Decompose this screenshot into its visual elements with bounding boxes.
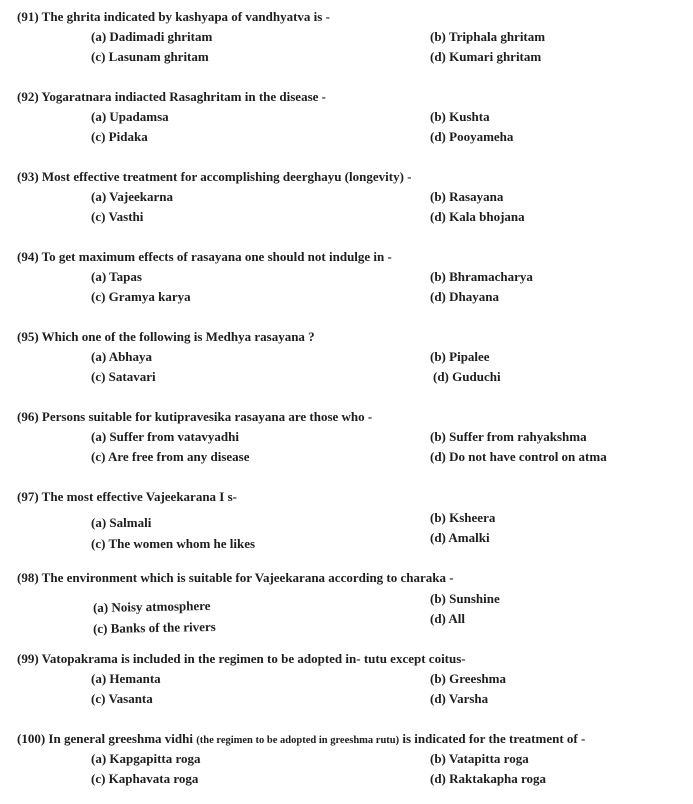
question-99-option-c: (c) Vasanta (91, 691, 153, 706)
question-96-option-d: (d) Do not have control on atma (430, 449, 607, 464)
question-92-option-c: (c) Pidaka (91, 129, 148, 144)
question-95-option-b: (b) Pipalee (430, 349, 490, 364)
question-100-option-a: (a) Kapgapitta roga (91, 751, 201, 766)
question-96-option-a: (a) Suffer from vatavyadhi (91, 429, 239, 444)
question-91-option-a: (a) Dadimadi ghritam (91, 29, 213, 44)
question-94-option-a: (a) Tapas (91, 269, 142, 284)
question-95-option-c: (c) Satavari (91, 369, 156, 384)
question-93-option-b: (b) Rasayana (430, 189, 504, 204)
question-100-option-b: (b) Vatapitta roga (430, 751, 529, 766)
question-100-option-c: (c) Kaphavata roga (91, 771, 199, 786)
question-98-option-c: (c) Banks of the rivers (92, 618, 216, 637)
question-100-text-end: is indicated for the treatment of - (402, 731, 586, 746)
question-100-text-note: (the regimen to be adopted in greeshma rutu) (196, 735, 400, 746)
question-99-option-a: (a) Hemanta (91, 671, 161, 686)
question-93-option-c: (c) Vasthi (91, 209, 144, 224)
question-98-option-a: (a) Noisy atmosphere (92, 597, 211, 616)
question-94-text: (94) To get maximum effects of rasayana one should not indulge in - (17, 249, 392, 264)
question-97-option-c: (c) The women whom he likes (91, 536, 256, 551)
question-100-text (17, 731, 585, 747)
question-96-option-c: (c) Are free from any disease (91, 449, 250, 464)
question-98-option-b: (b) Sunshine (430, 591, 500, 606)
question-92-text: (92) Yogaratnara indiacted Rasaghritam in the disease - (17, 89, 326, 104)
question-95-text: (95) Which one of the following is Medhya rasayana ? (17, 329, 315, 344)
question-97-option-a: (a) Salmali (91, 515, 152, 530)
question-91-option-d: (d) Kumari ghritam (430, 49, 542, 64)
question-94-option-d: (d) Dhayana (430, 289, 499, 304)
question-93-option-a: (a) Vajeekarna (91, 189, 173, 204)
question-97-option-b: (b) Ksheera (430, 510, 496, 525)
question-99-option-b: (b) Greeshma (430, 671, 506, 686)
question-98-option-d: (d) All (430, 611, 466, 626)
question-93-text: (93) Most effective treatment for accomplishing deerghayu (longevity) - (17, 169, 412, 184)
question-92-option-b: (b) Kushta (430, 109, 490, 124)
question-95-option-d: (d) Guduchi (433, 369, 501, 384)
question-99-text: (99) Vatopakrama is included in the regimen to be adopted in- tutu except coitus- (17, 651, 466, 666)
question-97-text: (97) The most effective Vajeekarana I s- (17, 489, 237, 504)
question-91-option-c: (c) Lasunam ghritam (91, 49, 209, 64)
question-92-option-a: (a) Upadamsa (91, 109, 169, 124)
question-95-option-a: (a) Abhaya (91, 349, 153, 364)
question-98-text: (98) The environment which is suitable for Vajeekarana according to charaka - (17, 570, 454, 585)
question-96-option-b: (b) Suffer from rahyakshma (430, 429, 587, 444)
question-93-option-d: (d) Kala bhojana (430, 209, 525, 224)
question-99-option-d: (d) Varsha (430, 691, 489, 706)
question-91-text: (91) The ghrita indicated by kashyapa of vandhyatva is - (17, 9, 330, 24)
question-94-option-c: (c) Gramya karya (91, 289, 191, 304)
question-94-option-b: (b) Bhramacharya (430, 269, 533, 284)
question-96-text: (96) Persons suitable for kutipravesika rasayana are those who - (17, 409, 373, 424)
question-92-option-d: (d) Pooyameha (430, 129, 514, 144)
question-91-option-b: (b) Triphala ghritam (430, 29, 546, 44)
question-100-text-start: (100) In general greeshma vidhi (17, 731, 193, 746)
question-97-option-d: (d) Amalki (430, 530, 490, 545)
question-100-option-d: (d) Raktakapha roga (430, 771, 547, 786)
